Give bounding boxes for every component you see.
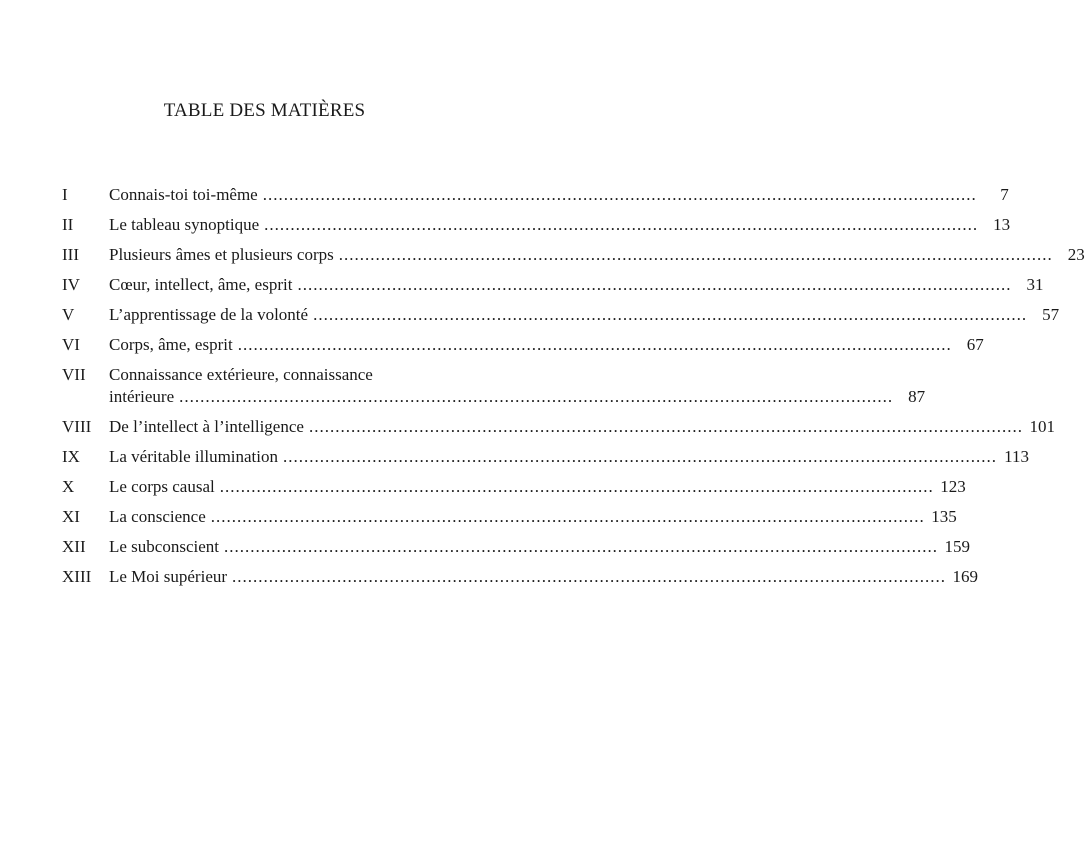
dot-leader <box>297 274 1011 296</box>
dot-leader <box>220 476 934 498</box>
chapter-title: La conscience <box>109 507 206 526</box>
dot-leader <box>211 506 925 528</box>
page-number: 159 <box>944 537 970 556</box>
dot-leader <box>179 386 893 408</box>
table-of-contents <box>62 180 1085 592</box>
toc-entry-8 <box>62 412 1055 442</box>
toc-entry-4 <box>62 270 1044 300</box>
chapter-number: VIII <box>62 417 92 436</box>
toc-entry-10 <box>62 472 966 502</box>
dot-leader <box>232 566 946 588</box>
chapter-title: Le Moi supérieur <box>109 567 228 586</box>
toc-entry-2 <box>62 210 1011 240</box>
chapter-title: Le subconscient <box>109 537 219 556</box>
chapter-number: IV <box>62 275 80 294</box>
chapter-title-line-1: Connaissance extérieure, connaissance <box>109 365 373 384</box>
chapter-title: La véritable illumination <box>109 447 279 466</box>
page-number: 101 <box>1029 417 1055 436</box>
dot-leader <box>224 536 938 558</box>
dot-leader <box>283 446 997 468</box>
page-number: 123 <box>940 477 966 496</box>
chapter-title: De l’intellect à l’intelligence <box>109 417 304 436</box>
dot-leader <box>309 416 1023 438</box>
page-number: 113 <box>1004 447 1030 466</box>
chapter-title: Cœur, intellect, âme, esprit <box>109 275 293 294</box>
toc-entry-11 <box>62 502 957 532</box>
toc-entry-12 <box>62 532 970 562</box>
page-number: 57 <box>1042 305 1060 324</box>
toc-entry-1 <box>62 180 1009 210</box>
chapter-title: Plusieurs âmes et plusieurs corps <box>109 245 334 264</box>
page-number: 13 <box>993 215 1011 234</box>
toc-entry-5 <box>62 300 1060 330</box>
page-number: 31 <box>1026 275 1044 294</box>
page-number: 135 <box>931 507 957 526</box>
chapter-number: XI <box>62 507 80 526</box>
chapter-number: XII <box>62 537 86 556</box>
chapter-title: Corps, âme, esprit <box>109 335 233 354</box>
toc-entry-6 <box>62 330 984 360</box>
page-number: 23 <box>1067 245 1085 264</box>
chapter-number: III <box>62 245 79 264</box>
chapter-number: II <box>62 215 74 234</box>
chapter-number: IX <box>62 447 80 466</box>
chapter-number: VII <box>62 365 86 384</box>
page-title: TABLE DES MATIÈRES <box>163 100 366 121</box>
dot-leader <box>313 304 1027 326</box>
dot-leader <box>264 214 978 236</box>
chapter-title: L’apprentissage de la volonté <box>109 305 309 324</box>
page-number: 87 <box>908 387 926 406</box>
chapter-title: Le corps causal <box>109 477 215 496</box>
toc-entry-9 <box>62 442 1030 472</box>
page-number: 169 <box>952 567 979 586</box>
chapter-number: VI <box>62 335 80 354</box>
dot-leader <box>339 244 1053 266</box>
chapter-title: Le tableau synoptique <box>109 215 260 234</box>
dot-leader <box>263 184 977 206</box>
chapter-number: I <box>62 185 68 204</box>
page-number: 7 <box>1000 185 1009 204</box>
chapter-number: X <box>62 477 75 496</box>
chapter-number: V <box>62 305 75 324</box>
dot-leader <box>238 334 952 356</box>
toc-entry-13 <box>62 562 979 592</box>
chapter-title-line-2: intérieure <box>109 387 175 406</box>
page-number: 67 <box>966 335 984 354</box>
toc-entry-7 <box>62 360 926 412</box>
chapter-title: Connais-toi toi-même <box>109 185 258 204</box>
toc-entry-3 <box>62 240 1085 270</box>
chapter-number: XIII <box>62 567 92 586</box>
